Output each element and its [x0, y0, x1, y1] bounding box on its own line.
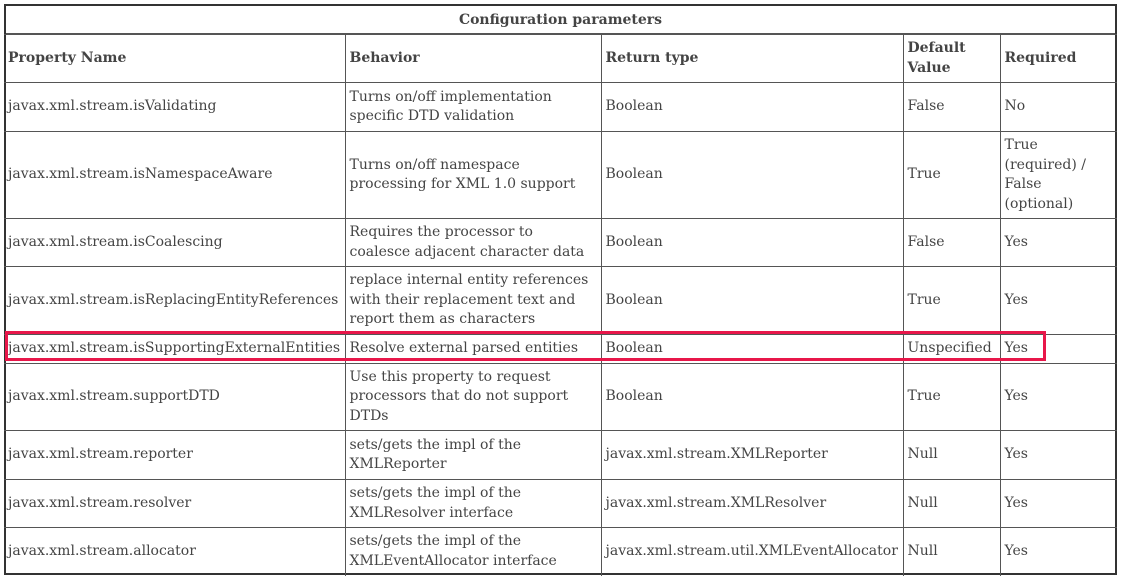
- header-property-name: Property Name: [4, 35, 345, 83]
- default-value-cell: True: [903, 132, 1000, 219]
- property-name-cell: javax.xml.stream.resolver: [4, 480, 345, 528]
- table-caption: Configuration parameters: [6, 6, 1115, 34]
- required-cell: Yes: [1000, 267, 1117, 335]
- default-value-cell: False: [903, 219, 1000, 267]
- behavior-cell: sets/gets the impl of the XMLReporter: [345, 431, 601, 480]
- table-row: [4, 528, 1117, 576]
- property-name-cell: javax.xml.stream.isNamespaceAware: [4, 132, 345, 219]
- behavior-cell: Turns on/off namespace processing for XML 1.0 support: [345, 132, 601, 219]
- required-cell: True (required) / False (optional): [1000, 132, 1117, 219]
- return-type-cell: Boolean: [601, 335, 903, 364]
- return-type-cell: Boolean: [601, 132, 903, 219]
- header-required: Required: [1000, 35, 1117, 83]
- behavior-cell: replace internal entity references with their replacement text and report them as characters: [345, 267, 601, 335]
- behavior-cell: Turns on/off implementation specific DTD validation: [345, 83, 601, 132]
- header-default-value: Default Value: [903, 35, 1000, 83]
- default-value-cell: Null: [903, 431, 1000, 480]
- return-type-cell: javax.xml.stream.XMLResolver: [601, 480, 903, 528]
- table-row: [4, 364, 1117, 431]
- behavior-cell: Resolve external parsed entities: [345, 335, 601, 364]
- default-value-cell: False: [903, 83, 1000, 132]
- default-value-cell: Null: [903, 528, 1000, 576]
- required-cell: Yes: [1000, 528, 1117, 576]
- table-row: [4, 480, 1117, 528]
- default-value-cell: True: [903, 267, 1000, 335]
- return-type-cell: Boolean: [601, 267, 903, 335]
- required-cell: Yes: [1000, 335, 1117, 364]
- config-table-container: [4, 4, 1117, 575]
- required-cell: Yes: [1000, 219, 1117, 267]
- property-name-cell: javax.xml.stream.isReplacingEntityReferences: [4, 267, 345, 335]
- default-value-cell: Null: [903, 480, 1000, 528]
- property-name-cell: javax.xml.stream.isSupportingExternalEntities: [4, 335, 345, 364]
- header-row: [4, 35, 1117, 83]
- behavior-cell: Use this property to request processors that do not support DTDs: [345, 364, 601, 431]
- table-row-highlighted: [4, 335, 1117, 364]
- header-return-type: Return type: [601, 35, 903, 83]
- property-name-cell: javax.xml.stream.allocator: [4, 528, 345, 576]
- header-behavior: Behavior: [345, 35, 601, 83]
- return-type-cell: javax.xml.stream.XMLReporter: [601, 431, 903, 480]
- required-cell: Yes: [1000, 431, 1117, 480]
- required-cell: Yes: [1000, 480, 1117, 528]
- return-type-cell: Boolean: [601, 219, 903, 267]
- return-type-cell: Boolean: [601, 83, 903, 132]
- behavior-cell: sets/gets the impl of the XMLEventAllocator interface: [345, 528, 601, 576]
- behavior-cell: sets/gets the impl of the XMLResolver interface: [345, 480, 601, 528]
- default-value-cell: Unspecified: [903, 335, 1000, 364]
- table-row: [4, 132, 1117, 219]
- property-name-cell: javax.xml.stream.reporter: [4, 431, 345, 480]
- default-value-cell: True: [903, 364, 1000, 431]
- property-name-cell: javax.xml.stream.isValidating: [4, 83, 345, 132]
- required-cell: Yes: [1000, 364, 1117, 431]
- property-name-cell: javax.xml.stream.supportDTD: [4, 364, 345, 431]
- table-row: [4, 267, 1117, 335]
- table-row: [4, 431, 1117, 480]
- behavior-cell: Requires the processor to coalesce adjacent character data: [345, 219, 601, 267]
- table-row: [4, 83, 1117, 132]
- return-type-cell: Boolean: [601, 364, 903, 431]
- property-name-cell: javax.xml.stream.isCoalescing: [4, 219, 345, 267]
- return-type-cell: javax.xml.stream.util.XMLEventAllocator: [601, 528, 903, 576]
- required-cell: No: [1000, 83, 1117, 132]
- config-parameters-table: [4, 34, 1117, 576]
- table-row: [4, 219, 1117, 267]
